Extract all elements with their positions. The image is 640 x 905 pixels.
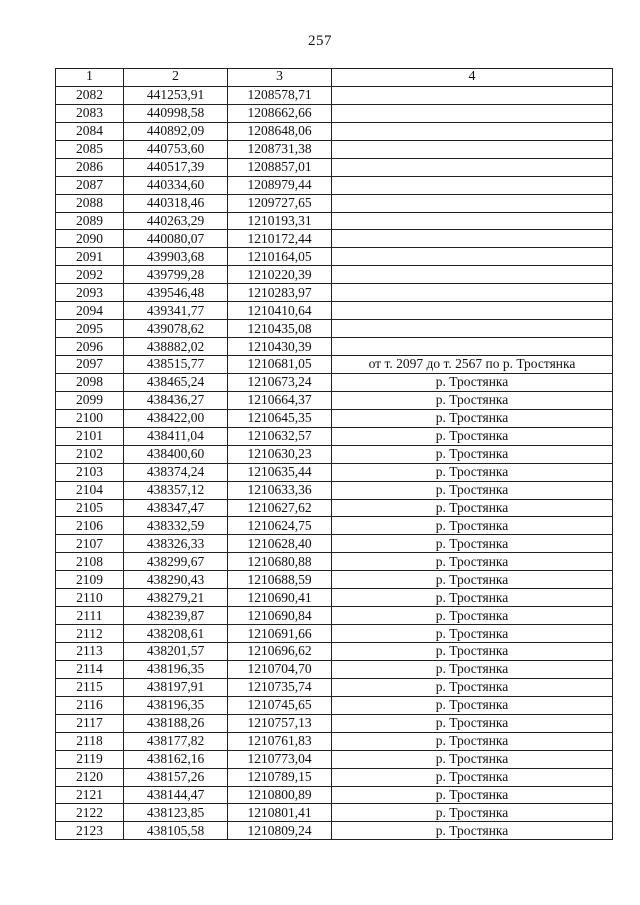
cell-description: р. Тростянка (332, 678, 613, 696)
column-header-y: 3 (228, 69, 332, 87)
cell-y-coordinate: 1208578,71 (228, 86, 332, 104)
cell-description: р. Тростянка (332, 445, 613, 463)
cell-point-number: 2109 (56, 571, 124, 589)
cell-point-number: 2105 (56, 499, 124, 517)
cell-point-number: 2108 (56, 553, 124, 571)
cell-x-coordinate: 440080,07 (124, 230, 228, 248)
cell-x-coordinate: 440998,58 (124, 104, 228, 122)
table-row (56, 320, 613, 338)
cell-y-coordinate: 1208731,38 (228, 140, 332, 158)
cell-x-coordinate: 438422,00 (124, 409, 228, 427)
cell-x-coordinate: 438208,61 (124, 625, 228, 643)
cell-description: р. Тростянка (332, 463, 613, 481)
cell-point-number: 2086 (56, 158, 124, 176)
cell-y-coordinate: 1208857,01 (228, 158, 332, 176)
cell-point-number: 2116 (56, 696, 124, 714)
column-header-x: 2 (124, 69, 228, 87)
cell-y-coordinate: 1210704,70 (228, 660, 332, 678)
cell-description (332, 266, 613, 284)
cell-y-coordinate: 1210691,66 (228, 625, 332, 643)
cell-y-coordinate: 1210633,36 (228, 481, 332, 499)
cell-x-coordinate: 439903,68 (124, 248, 228, 266)
cell-x-coordinate: 438197,91 (124, 678, 228, 696)
table-row (56, 750, 613, 768)
cell-y-coordinate: 1210757,13 (228, 714, 332, 732)
cell-description: р. Тростянка (332, 481, 613, 499)
cell-y-coordinate: 1210430,39 (228, 338, 332, 356)
table-row (56, 391, 613, 409)
cell-x-coordinate: 438332,59 (124, 517, 228, 535)
cell-description: от т. 2097 до т. 2567 по р. Тростянка (332, 356, 613, 374)
table-row (56, 696, 613, 714)
cell-point-number: 2113 (56, 643, 124, 661)
cell-x-coordinate: 438105,58 (124, 822, 228, 840)
cell-x-coordinate: 438239,87 (124, 607, 228, 625)
cell-y-coordinate: 1208648,06 (228, 122, 332, 140)
cell-point-number: 2091 (56, 248, 124, 266)
cell-x-coordinate: 438374,24 (124, 463, 228, 481)
cell-y-coordinate: 1210673,24 (228, 373, 332, 391)
cell-description: р. Тростянка (332, 517, 613, 535)
cell-point-number: 2098 (56, 373, 124, 391)
table-row (56, 212, 613, 230)
cell-y-coordinate: 1210435,08 (228, 320, 332, 338)
cell-description (332, 86, 613, 104)
cell-y-coordinate: 1210688,59 (228, 571, 332, 589)
cell-point-number: 2117 (56, 714, 124, 732)
cell-x-coordinate: 438347,47 (124, 499, 228, 517)
table-row (56, 517, 613, 535)
cell-x-coordinate: 439078,62 (124, 320, 228, 338)
cell-y-coordinate: 1210628,40 (228, 535, 332, 553)
cell-x-coordinate: 438357,12 (124, 481, 228, 499)
cell-point-number: 2118 (56, 732, 124, 750)
cell-description: р. Тростянка (332, 625, 613, 643)
cell-description: р. Тростянка (332, 409, 613, 427)
cell-y-coordinate: 1208979,44 (228, 176, 332, 194)
table-row (56, 338, 613, 356)
cell-description: р. Тростянка (332, 786, 613, 804)
cell-y-coordinate: 1210632,57 (228, 427, 332, 445)
cell-description (332, 158, 613, 176)
cell-description (332, 212, 613, 230)
cell-x-coordinate: 438157,26 (124, 768, 228, 786)
table-header-row (56, 69, 613, 87)
cell-y-coordinate: 1210735,74 (228, 678, 332, 696)
cell-description: р. Тростянка (332, 553, 613, 571)
table-row (56, 535, 613, 553)
cell-x-coordinate: 438201,57 (124, 643, 228, 661)
cell-x-coordinate: 438465,24 (124, 373, 228, 391)
cell-description: р. Тростянка (332, 373, 613, 391)
cell-point-number: 2090 (56, 230, 124, 248)
cell-y-coordinate: 1210410,64 (228, 302, 332, 320)
cell-description (332, 302, 613, 320)
cell-x-coordinate: 438188,26 (124, 714, 228, 732)
cell-point-number: 2095 (56, 320, 124, 338)
cell-x-coordinate: 438299,67 (124, 553, 228, 571)
table-row (56, 571, 613, 589)
cell-description (332, 176, 613, 194)
cell-y-coordinate: 1210789,15 (228, 768, 332, 786)
cell-y-coordinate: 1210624,75 (228, 517, 332, 535)
cell-x-coordinate: 438411,04 (124, 427, 228, 445)
cell-point-number: 2094 (56, 302, 124, 320)
cell-x-coordinate: 438177,82 (124, 732, 228, 750)
cell-y-coordinate: 1210645,35 (228, 409, 332, 427)
cell-x-coordinate: 439341,77 (124, 302, 228, 320)
table-row (56, 589, 613, 607)
cell-point-number: 2110 (56, 589, 124, 607)
cell-point-number: 2120 (56, 768, 124, 786)
cell-x-coordinate: 440318,46 (124, 194, 228, 212)
cell-y-coordinate: 1209727,65 (228, 194, 332, 212)
cell-description (332, 320, 613, 338)
cell-x-coordinate: 438290,43 (124, 571, 228, 589)
cell-y-coordinate: 1210680,88 (228, 553, 332, 571)
cell-point-number: 2097 (56, 356, 124, 374)
table-row (56, 356, 613, 374)
column-header-point-number: 1 (56, 69, 124, 87)
table-row (56, 266, 613, 284)
cell-x-coordinate: 440334,60 (124, 176, 228, 194)
table-row (56, 86, 613, 104)
cell-point-number: 2106 (56, 517, 124, 535)
table-row (56, 607, 613, 625)
table-row (56, 427, 613, 445)
cell-y-coordinate: 1210635,44 (228, 463, 332, 481)
cell-y-coordinate: 1210664,37 (228, 391, 332, 409)
cell-x-coordinate: 438196,35 (124, 696, 228, 714)
cell-x-coordinate: 438400,60 (124, 445, 228, 463)
cell-y-coordinate: 1210690,41 (228, 589, 332, 607)
cell-description: р. Тростянка (332, 607, 613, 625)
cell-y-coordinate: 1210773,04 (228, 750, 332, 768)
cell-x-coordinate: 438123,85 (124, 804, 228, 822)
cell-point-number: 2088 (56, 194, 124, 212)
cell-x-coordinate: 440517,39 (124, 158, 228, 176)
table-row (56, 409, 613, 427)
cell-x-coordinate: 438162,16 (124, 750, 228, 768)
cell-point-number: 2103 (56, 463, 124, 481)
cell-point-number: 2114 (56, 660, 124, 678)
cell-description: р. Тростянка (332, 804, 613, 822)
cell-point-number: 2096 (56, 338, 124, 356)
cell-point-number: 2121 (56, 786, 124, 804)
cell-point-number: 2107 (56, 535, 124, 553)
cell-y-coordinate: 1210800,89 (228, 786, 332, 804)
table-row (56, 140, 613, 158)
cell-x-coordinate: 438515,77 (124, 356, 228, 374)
table-row (56, 194, 613, 212)
cell-x-coordinate: 440263,29 (124, 212, 228, 230)
table-row (56, 248, 613, 266)
cell-point-number: 2087 (56, 176, 124, 194)
cell-point-number: 2112 (56, 625, 124, 643)
cell-point-number: 2122 (56, 804, 124, 822)
table-row (56, 230, 613, 248)
cell-x-coordinate: 439546,48 (124, 284, 228, 302)
cell-description: р. Тростянка (332, 732, 613, 750)
cell-point-number: 2123 (56, 822, 124, 840)
cell-point-number: 2099 (56, 391, 124, 409)
cell-y-coordinate: 1210283,97 (228, 284, 332, 302)
table-row (56, 625, 613, 643)
cell-point-number: 2102 (56, 445, 124, 463)
cell-y-coordinate: 1208662,66 (228, 104, 332, 122)
table-row (56, 643, 613, 661)
cell-point-number: 2115 (56, 678, 124, 696)
coordinates-table (55, 68, 613, 840)
cell-y-coordinate: 1210696,62 (228, 643, 332, 661)
table-row (56, 714, 613, 732)
cell-description (332, 338, 613, 356)
table-row (56, 786, 613, 804)
table-row (56, 660, 613, 678)
table-row (56, 284, 613, 302)
table-row (56, 104, 613, 122)
table-body (56, 86, 613, 839)
table-row (56, 499, 613, 517)
cell-y-coordinate: 1210627,62 (228, 499, 332, 517)
cell-y-coordinate: 1210172,44 (228, 230, 332, 248)
table-row (56, 463, 613, 481)
cell-description: р. Тростянка (332, 571, 613, 589)
cell-point-number: 2089 (56, 212, 124, 230)
cell-point-number: 2085 (56, 140, 124, 158)
cell-point-number: 2084 (56, 122, 124, 140)
cell-y-coordinate: 1210630,23 (228, 445, 332, 463)
table-row (56, 732, 613, 750)
cell-x-coordinate: 438326,33 (124, 535, 228, 553)
cell-y-coordinate: 1210193,31 (228, 212, 332, 230)
cell-description: р. Тростянка (332, 660, 613, 678)
table-row (56, 176, 613, 194)
cell-x-coordinate: 438279,21 (124, 589, 228, 607)
cell-description: р. Тростянка (332, 750, 613, 768)
cell-y-coordinate: 1210809,24 (228, 822, 332, 840)
table-row (56, 553, 613, 571)
cell-x-coordinate: 439799,28 (124, 266, 228, 284)
cell-point-number: 2104 (56, 481, 124, 499)
table-row (56, 158, 613, 176)
cell-y-coordinate: 1210220,39 (228, 266, 332, 284)
cell-x-coordinate: 438882,02 (124, 338, 228, 356)
page-number: 257 (308, 33, 332, 49)
cell-x-coordinate: 438196,35 (124, 660, 228, 678)
cell-y-coordinate: 1210761,83 (228, 732, 332, 750)
cell-x-coordinate: 441253,91 (124, 86, 228, 104)
cell-description (332, 122, 613, 140)
cell-point-number: 2101 (56, 427, 124, 445)
cell-description: р. Тростянка (332, 714, 613, 732)
cell-description: р. Тростянка (332, 427, 613, 445)
cell-description: р. Тростянка (332, 643, 613, 661)
cell-description (332, 104, 613, 122)
cell-description (332, 284, 613, 302)
table-row (56, 822, 613, 840)
cell-description: р. Тростянка (332, 499, 613, 517)
table-row (56, 481, 613, 499)
table-row (56, 373, 613, 391)
cell-description: р. Тростянка (332, 589, 613, 607)
cell-point-number: 2092 (56, 266, 124, 284)
cell-point-number: 2119 (56, 750, 124, 768)
cell-y-coordinate: 1210745,65 (228, 696, 332, 714)
cell-point-number: 2083 (56, 104, 124, 122)
cell-x-coordinate: 438144,47 (124, 786, 228, 804)
table-row (56, 302, 613, 320)
table-row (56, 122, 613, 140)
cell-point-number: 2100 (56, 409, 124, 427)
column-header-description: 4 (332, 69, 613, 87)
cell-description: р. Тростянка (332, 535, 613, 553)
table-row (56, 678, 613, 696)
cell-x-coordinate: 440892,09 (124, 122, 228, 140)
cell-description (332, 140, 613, 158)
cell-y-coordinate: 1210681,05 (228, 356, 332, 374)
cell-description: р. Тростянка (332, 822, 613, 840)
cell-y-coordinate: 1210690,84 (228, 607, 332, 625)
cell-description: р. Тростянка (332, 391, 613, 409)
table-row (56, 804, 613, 822)
cell-description (332, 230, 613, 248)
cell-x-coordinate: 440753,60 (124, 140, 228, 158)
table-row (56, 768, 613, 786)
cell-description: р. Тростянка (332, 768, 613, 786)
cell-description (332, 248, 613, 266)
cell-y-coordinate: 1210164,05 (228, 248, 332, 266)
cell-point-number: 2111 (56, 607, 124, 625)
cell-y-coordinate: 1210801,41 (228, 804, 332, 822)
cell-point-number: 2082 (56, 86, 124, 104)
cell-point-number: 2093 (56, 284, 124, 302)
table-row (56, 445, 613, 463)
cell-description: р. Тростянка (332, 696, 613, 714)
cell-x-coordinate: 438436,27 (124, 391, 228, 409)
cell-description (332, 194, 613, 212)
